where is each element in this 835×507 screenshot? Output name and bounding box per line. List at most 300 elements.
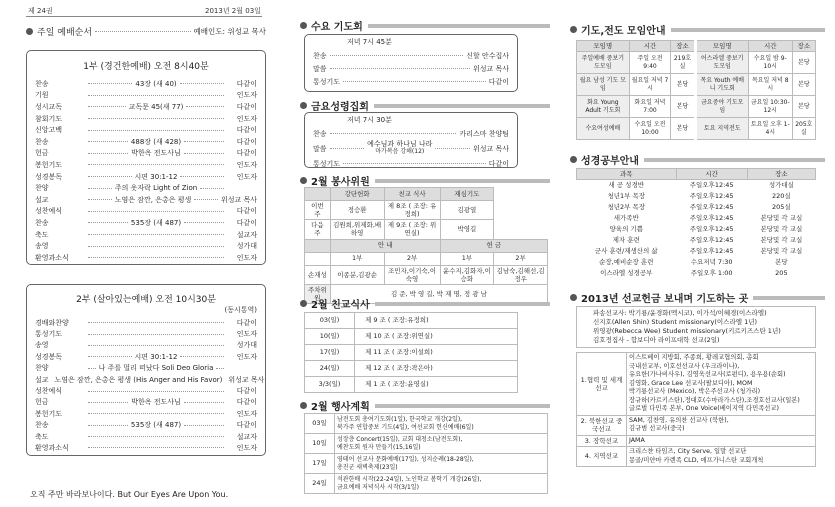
mission-line: SAM, 김찬영, 유의찬 선교사 (북한),: [629, 416, 729, 424]
mission-detail: [627, 435, 816, 447]
mission-category: 2. 북한선교 중국선교: [577, 415, 627, 435]
dot-leader: [88, 130, 224, 131]
dot-leader: [186, 106, 224, 107]
serve-sub: 1부: [440, 252, 494, 265]
bible-section-title: [570, 152, 825, 167]
service2-rows: [35, 317, 265, 454]
mission-row: [577, 415, 816, 435]
serve-sub: 2부: [384, 252, 440, 265]
order-item-leader: 다같이: [236, 318, 257, 327]
bible-cell: 제자 훈련: [612, 236, 640, 245]
order-item-label: 송영: [35, 341, 49, 350]
dot-leader: [330, 68, 470, 69]
dot-leader: [88, 234, 224, 235]
meet-row: [577, 74, 816, 96]
order-item-label: 축도: [35, 432, 49, 441]
fellow-date: 03(일): [305, 313, 355, 329]
bible-head: 시간: [676, 169, 747, 180]
meet-head: 시간: [629, 41, 671, 52]
meet-cell: 205호실: [792, 118, 815, 140]
fri-title: 금요성령집회: [311, 102, 369, 113]
order-item-leader: 성가대: [236, 242, 257, 251]
bible-row: [577, 191, 816, 202]
mission-line: 장규하(카르키스탄),정대호(수마라가스탄),조경호선교사(일본): [629, 396, 800, 404]
order-item-label: 찬송: [35, 218, 49, 227]
bible-cell: 주일오후12:45: [689, 225, 734, 234]
bible-cell: 주일오후 1:00: [690, 269, 733, 278]
order-item-label: 성찬예식: [35, 387, 63, 396]
serve-cell: 김광열: [440, 201, 494, 220]
mission-top-line: 신지호(Allen Shin) Student missionary(이스라엘 1년): [593, 318, 758, 327]
bible-cell: 주일오후12:45: [689, 236, 734, 245]
order-row: [35, 363, 257, 374]
bullet-icon: [300, 300, 307, 307]
order-row: [35, 101, 257, 113]
order-item-leader: 인도자: [236, 330, 257, 339]
meet-cell: 본당: [671, 118, 695, 140]
dot-leader: [88, 246, 224, 247]
mission-row: [577, 353, 816, 416]
order-item-label: 기원: [35, 91, 49, 100]
order-item-leader: 위성교 목사: [220, 195, 258, 204]
bible-cell: 순장,예비순장 훈련: [599, 258, 654, 267]
order-item-leader: 다같이: [236, 102, 257, 111]
meet-cell: 본당: [792, 74, 815, 96]
order-item-label: 헌금: [35, 149, 49, 158]
order-item-label: 찬양: [35, 364, 49, 373]
bible-cell: 주일오후12:45: [689, 214, 734, 223]
dot-leader: [343, 163, 486, 164]
serve-corner: [305, 239, 331, 252]
order-item-label: 참회기도: [35, 114, 63, 123]
prayer-item-detail: [367, 141, 432, 155]
order-item-label: 봉헌기도: [35, 409, 63, 418]
dot-leader: [88, 95, 224, 96]
fellow-table-wrap: [304, 312, 518, 393]
serve-table: [304, 187, 548, 304]
order-row: [35, 90, 257, 102]
bible-table-wrap: [576, 168, 816, 279]
order-item-detail: 노염은 잠깐, 은총은 평생 (His Anger and His Favor): [54, 375, 223, 384]
order-item-label: 성찬예식: [35, 207, 63, 216]
prayer-sermon-text: 마가복음 강해(12): [375, 148, 425, 156]
bible-cell: 수요저녁 7:30: [690, 258, 733, 267]
order-row: [35, 420, 257, 431]
plan-date: 24일: [305, 474, 335, 494]
plan-detail: [335, 454, 548, 474]
order-item-leader: 인도자: [236, 443, 257, 452]
serve-cell: 조민자,이기숙,이숙영: [384, 265, 440, 284]
order-row: [35, 206, 257, 218]
mission-row: [577, 435, 816, 447]
fellow-section-title: [300, 296, 550, 311]
plan-detail: [335, 414, 548, 434]
plan-date: 03일: [305, 414, 335, 434]
fellow-group: 제 12 조 ( 조장:곽은아): [355, 361, 518, 377]
meet-cell: 금요중야 기도모임: [695, 96, 748, 118]
dot-leader: [330, 55, 464, 56]
order-item-label: 성시교독: [35, 102, 63, 111]
bulletin-date: 2013년 2월 03일: [205, 7, 261, 15]
plan-line: 북가주 연합중보 기도(4일), 여선교회 헌신예배(6일): [337, 423, 474, 431]
mission-line: 박기룡선교사 (Mexico), 박은주선교사 (청가리): [629, 388, 761, 395]
order-row: [35, 148, 257, 160]
order-item-detail: 주의 옷자락 Light of Zion: [114, 184, 198, 193]
dot-leader: [88, 141, 128, 142]
dot-leader: [435, 148, 470, 149]
order-row: [35, 431, 257, 442]
meet-cell: 목요 Youth 예배니 기도회: [695, 74, 748, 96]
prayer-item-leader: 다같이: [488, 159, 509, 168]
prayer-item-leader: 다같이: [488, 77, 509, 86]
dot-leader: [330, 133, 457, 134]
order-item-label: 환영과소식: [35, 253, 69, 262]
order-item-label: 송영: [35, 242, 49, 251]
order-row: [35, 351, 257, 362]
serve-table-wrap: [304, 187, 548, 304]
order-row: [35, 194, 257, 206]
page-number: 제 24권: [28, 7, 53, 15]
plan-row: [305, 414, 548, 434]
order-row: [35, 317, 257, 328]
fellow-date: 17(일): [305, 345, 355, 361]
prayer-item-leader: 위성교 목사: [472, 144, 510, 153]
bullet-icon: [570, 294, 577, 301]
prayer-sermon-title: 예수님과 하나님 나라: [367, 140, 433, 149]
sunday-preacher: 예배인도: 위성교 목사: [193, 27, 266, 36]
bible-row: [577, 235, 816, 246]
order-item-label: 통성기도: [35, 330, 63, 339]
order-item-label: 찬송: [35, 421, 49, 430]
service1-title: 1부 (경건한예배) 오전 8시40분: [83, 62, 209, 72]
serve-cell: 박영길: [440, 220, 494, 239]
dot-leader: [88, 164, 224, 165]
serve-section-title: [300, 173, 550, 188]
order-item-leader: 다같이: [236, 126, 257, 135]
serve-cell: 윤수지,김화자,이승화: [440, 265, 494, 284]
order-item-label: 찬양: [35, 184, 49, 193]
serve-cell: 이종분,김광순: [330, 265, 384, 284]
plan-line: 영테어 선교사 문화예배(17일), 성지순례(18-28일),: [337, 456, 474, 463]
dot-leader: [180, 356, 224, 357]
order-item-detail: 535장 (새 487): [130, 218, 182, 227]
meet-cell: 219호실: [671, 52, 695, 74]
dot-leader: [88, 345, 224, 346]
dot-leader: [88, 322, 224, 323]
bible-cell: 양육의 기쁨: [609, 225, 643, 234]
order-row: [35, 171, 257, 183]
order-item-leader: 인도자: [236, 160, 257, 169]
order-row: [35, 374, 265, 385]
serve-sub-row: [305, 252, 548, 265]
dot-leader: [88, 83, 132, 84]
fellow-row: [305, 345, 518, 361]
dot-leader: [88, 211, 224, 212]
mission-line: 크리스챤 타임즈, City Serve, 일말 선교단: [629, 448, 747, 455]
serve-head-row: [305, 188, 548, 201]
order-row: [35, 442, 257, 453]
meet-cell: 토요 지역전도: [695, 118, 748, 140]
serve-corner: [305, 188, 331, 201]
bible-cell: 본당및 각 교실: [760, 236, 803, 245]
mission-line: 국내선교부, 이호선선교사 (우크라이나),: [629, 362, 740, 370]
bible-cell: 220실: [772, 192, 791, 201]
plan-line: 금요예배 저녁식사 시작(3/1일): [337, 483, 419, 491]
meet-cell: 수요여성예배: [577, 118, 630, 140]
dot-leader: [216, 368, 224, 369]
dot-leader: [88, 413, 224, 414]
fellow-group: 제 11 조 ( 조장:이설희): [355, 345, 518, 361]
dot-leader: [88, 199, 112, 200]
fellow-row: [305, 329, 518, 345]
bible-cell: 성가대실: [768, 181, 794, 190]
meet-cell: 수요일 오전 10:00: [629, 118, 671, 140]
meet-row: [577, 118, 816, 140]
prayer-item-label: 통성기도: [313, 77, 341, 86]
prayer-row: [313, 127, 509, 140]
meet-cell: 목요일 저녁 8시: [748, 74, 792, 96]
order-item-leader: 성가대: [236, 341, 257, 350]
meet-head: 모임명: [577, 41, 630, 52]
order-row: [35, 252, 257, 264]
mission-category: 1.협력 및 세계선교: [577, 353, 627, 416]
mission-top: [576, 306, 816, 348]
dot-leader: [88, 368, 96, 369]
order-item-leader: 다같이: [236, 149, 257, 158]
serve-cell: 제 9조 ( 조장: 위연실): [384, 220, 440, 239]
dot-leader: [184, 402, 224, 403]
meet-cell: 본당: [792, 96, 815, 118]
order-row: [35, 124, 257, 136]
order-item-detail: 노염은 잠깐, 은총은 평생: [114, 195, 192, 204]
order-item-detail: 488장 (새 428): [130, 137, 182, 146]
dot-leader: [343, 81, 486, 82]
serve-sub: 2부: [494, 252, 548, 265]
mission-line: 유요한(가나비사우), 김영욱선교사(로펀디), 용우용(순회): [629, 371, 786, 378]
bible-head-row: [577, 169, 816, 180]
dot-leader: [88, 222, 128, 223]
serve-cell: 이번 주: [305, 201, 331, 220]
order-item-leader: 설교자: [236, 432, 257, 441]
meet-cell: 주일 오전 9:40: [629, 52, 671, 74]
bullet-icon: [300, 102, 307, 109]
fellow-row: [305, 377, 518, 393]
serve-head2-row: [305, 239, 548, 252]
meet-cell: 수요일 밤 9-10시: [748, 52, 792, 74]
plan-row: [305, 434, 548, 454]
mission-category: 4. 지역선교: [577, 447, 627, 467]
serve-row: [305, 201, 548, 220]
bible-row: [577, 180, 816, 191]
dot-leader: [194, 199, 218, 200]
fellow-row: [305, 361, 518, 377]
fellow-group: 제 10 조 ( 조장:위연실): [355, 329, 518, 345]
prayer-item-label: 말씀: [313, 64, 327, 73]
mission-category: 3. 장학선교: [577, 435, 627, 447]
bullet-icon: [570, 26, 577, 33]
bible-head: 과목: [577, 169, 677, 180]
fellow-title: 2월 친교식사: [311, 300, 370, 311]
mission-detail: [627, 415, 816, 435]
bible-cell: 주일오후12:45: [689, 203, 734, 212]
dot-leader: [184, 153, 224, 154]
meet-head: 장소: [792, 41, 815, 52]
serve-head: 강단헌화: [330, 188, 384, 201]
bible-cell: 이스라엘 성경공부: [600, 269, 653, 278]
dot-leader: [88, 402, 128, 403]
prayer-row: [313, 140, 509, 157]
meet-cell: 화요 Young Adult 기도회: [577, 96, 630, 118]
bible-table: [576, 168, 816, 279]
dot-leader: [88, 153, 128, 154]
dot-leader: [88, 356, 132, 357]
meet-cell: 본당: [671, 74, 695, 96]
order-item-label: 신앙고백: [35, 126, 63, 135]
order-item-label: 성경봉독: [35, 172, 63, 181]
order-item-leader: 다같이: [236, 421, 258, 430]
mission-line: 글로벌 다민족 본부, One Voice(베이지역 다민족선교): [629, 405, 779, 412]
dot-leader: [88, 257, 224, 258]
meet-cell: 월요일 저녁 7시: [629, 74, 671, 96]
serve-cell: 제 8조 ( 조장: 유정희): [384, 201, 440, 220]
bullet-icon: [300, 22, 307, 29]
serve-cell: 다음 주: [305, 220, 331, 239]
order-item-leader: 다같이: [236, 79, 258, 88]
plan-detail: [335, 474, 548, 494]
bible-row: [577, 202, 816, 213]
order-row: [35, 113, 257, 125]
order-item-label: 축도: [35, 230, 49, 239]
bible-cell: 본당및 각 교실: [760, 247, 803, 256]
mission-line: 이스트베이 지방회, 주종희, 황레교협의회, 총회: [629, 354, 759, 361]
serve-usher-row: [305, 265, 548, 284]
order-row: [35, 385, 257, 396]
serve-cell: 김원희,위제화,배하영: [330, 220, 384, 239]
meet-cell: 토요일 오후 1-4시: [748, 118, 792, 140]
plan-title: 2월 행사계획: [311, 402, 370, 413]
order-item-detail: 박한옥 전도사님: [131, 398, 181, 407]
dot-leader: [184, 141, 224, 142]
service2-box: [26, 284, 266, 456]
order-item-leader: 설교자: [236, 230, 257, 239]
fri-section-title: [300, 98, 550, 113]
serve-cell: 김 준, 박 영 길, 박 재 명, 정 광 남: [330, 284, 547, 303]
serve-head: 친교 식사: [384, 188, 440, 201]
plan-section-title: [300, 398, 550, 413]
serve-sub: 1부: [330, 252, 384, 265]
mission-table: [576, 352, 816, 467]
order-row: [35, 217, 257, 229]
order-item-leader: 인도자: [236, 91, 257, 100]
meet-title: 기도,전도 모임안내: [581, 26, 666, 37]
order-item-leader: 위성교 목사: [228, 375, 265, 384]
order-item-label: 설교: [35, 375, 49, 384]
meet-row: [577, 96, 816, 118]
order-item-leader: 인도자: [236, 352, 257, 361]
sunday-title: 주일 예배순서: [37, 28, 93, 38]
order-item-leader: 인도자: [236, 409, 257, 418]
bible-cell: 205: [775, 269, 788, 278]
bible-cell: 새가족반: [613, 214, 639, 223]
dot-leader: [88, 436, 224, 437]
mission-detail: [627, 353, 816, 416]
mission-top-line: 파송선교사: 박기룡/윤경화(멕시코), 이가석/이혜경(이스라엘): [593, 309, 767, 317]
mission-line: 김영화, Grace Lee 선교사(팔보디아), MOM: [629, 379, 753, 387]
mission-top-line: 김호정집사 - 합보디아 라이프대학 선교(2일): [593, 336, 720, 345]
fellow-date: 24(일): [305, 361, 355, 377]
prayer-row: [313, 157, 509, 170]
plan-line: 예찬도회 원자 만들기(15,16일): [337, 443, 421, 451]
order-item-leader: 인도자: [236, 253, 257, 262]
order-item-leader: 다같이: [236, 218, 258, 227]
order-item-detail: 박한옥 전도사님: [131, 149, 181, 158]
plan-date: 17일: [305, 454, 335, 474]
bible-row: [577, 268, 816, 279]
order-item-detail: 43장 (새 40): [135, 79, 177, 88]
mission-line: 김규범 선교사(중국): [629, 425, 685, 432]
prayer-item-label: 통성기도: [313, 159, 341, 168]
bible-cell: 청년1부 목장: [607, 192, 646, 201]
order-item-label: 헌금: [35, 398, 49, 407]
plan-date: 10일: [305, 434, 335, 454]
order-item-leader: 다같이: [236, 137, 258, 146]
order-row: [35, 182, 257, 194]
bullet-icon: [300, 177, 307, 184]
order-row: [35, 229, 257, 241]
meet-head: 장소: [671, 41, 695, 52]
bible-cell: 새 공 성경반: [608, 181, 645, 190]
mission-title: 2013년 선교헌금 보내며 기도하는 곳: [581, 294, 749, 305]
bible-head: 장소: [747, 169, 815, 180]
dot-leader: [88, 391, 224, 392]
bible-cell: 주일오후12:45: [689, 247, 734, 256]
prayer-item-label: 찬송: [313, 51, 327, 60]
bible-cell: 205실: [772, 203, 791, 212]
plan-line: 총진군 새벽축제(23일): [337, 463, 398, 471]
serve-head: 안 내: [330, 239, 440, 252]
bullet-icon: [300, 402, 307, 409]
dot-leader: [184, 425, 224, 426]
plan-detail: [335, 434, 548, 454]
serve-corner: [305, 252, 331, 265]
plan-table: [304, 413, 548, 494]
order-row: [35, 340, 257, 351]
prayer-item-leader: 위성교 목사: [472, 64, 509, 73]
meet-cell: 화요일 저녁7:00: [629, 96, 671, 118]
plan-row: [305, 454, 548, 474]
dot-leader: [88, 118, 224, 119]
wed-section-title: [300, 18, 550, 33]
bible-cell: 본당및 각 교실: [760, 225, 803, 234]
order-item-label: 환영과소식: [35, 443, 69, 452]
order-row: [35, 397, 257, 408]
bible-row: [577, 246, 816, 257]
bible-cell: 주일오후12:45: [689, 181, 734, 190]
dot-leader: [88, 425, 128, 426]
order-row: [35, 240, 257, 252]
order-row: [35, 408, 257, 419]
meet-head: 시간: [748, 41, 792, 52]
order-item-detail: 교독문 45(새 77): [128, 102, 184, 111]
meet-cell: 금요일 10:30-12시: [748, 96, 792, 118]
bible-cell: 군사 훈련/재생산의 삶: [594, 247, 658, 256]
meet-head: 모임명: [695, 41, 748, 52]
order-item-detail: 시편 30:1-12: [134, 352, 178, 361]
order-item-label: 봉헌기도: [35, 160, 63, 169]
dot-leader: [180, 176, 224, 177]
prayer-row: [313, 75, 509, 88]
order-row: [35, 78, 257, 90]
